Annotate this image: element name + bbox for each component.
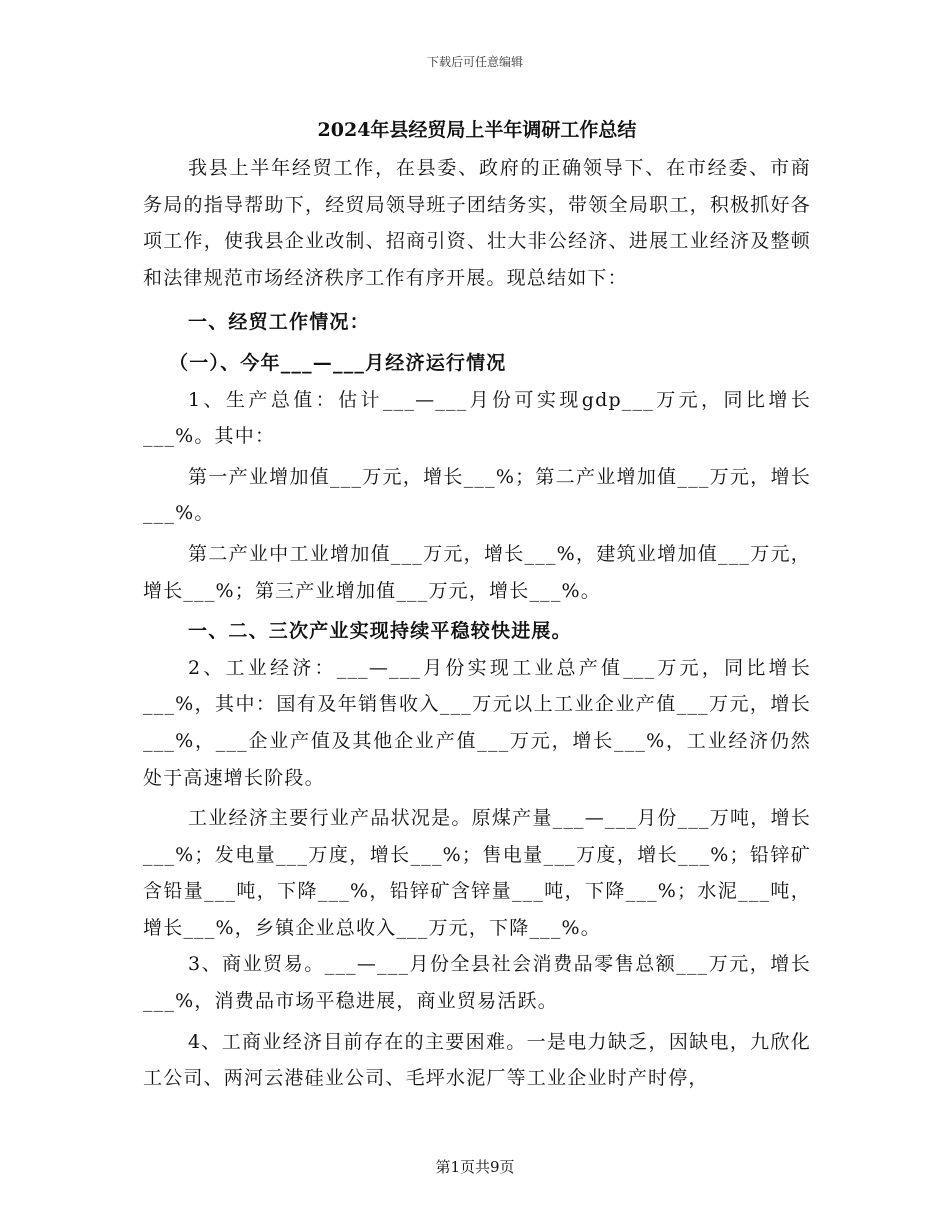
heading-section-1: 一、经贸工作情况： bbox=[188, 311, 370, 334]
document-body bbox=[143, 112, 811, 1097]
paragraph-products: 工业经济主要行业产品状况是。原煤产量___—___月份___万吨，增长___%；发电量___万度，增长___%；售电量___万度，增长___%；铅锌矿含铅量___吨，下降___%，铅锌矿含锌量___吨，下降___%；水泥___吨，增长___%，乡镇企业总收入___万元，下降___%。 bbox=[143, 807, 811, 939]
paragraph-intro: 我县上半年经贸工作，在县委、政府的正确领导下、在市经委、市商务局的指导帮助下，经贸局领导班子团结务实，带领全局职工，积极抓好各项工作，使我县企业改制、招商引资、壮大非公经济、进展工业经济及整顿和法律规范市场经济秩序工作有序开展。现总结如下： bbox=[143, 157, 811, 289]
heading-industry-progress: 一、二、三次产业实现持续平稳较快进展。 bbox=[188, 620, 572, 643]
paragraph-industrial-economy: 2、工业经济：___—___月份实现工业总产值___万元，同比增长___%，其中：国有及年销售收入___万元以上工业企业产值___万元，增长___%，___企业产值及其他企业产值___万元，增长___%，工业经济仍然处于高速增长阶段。 bbox=[143, 656, 811, 789]
page-header-note: 下载后可任意编辑 bbox=[426, 55, 523, 69]
page-number-footer: 第1页共9页 bbox=[435, 1158, 515, 1176]
paragraph-industry-values: 第一产业增加值___万元，增长___%；第二产业增加值___万元，增长___%。 bbox=[143, 465, 811, 525]
heading-subsection-1: （一）、今年___—___月经济运行情况 bbox=[169, 351, 507, 374]
paragraph-commerce: 3、商业贸易。___—___月份全县社会消费品零售总额___万元，增长___%，消费品市场平稳进展，商业贸易活跃。 bbox=[143, 953, 811, 1013]
paragraph-gdp: 1、生产总值：估计___—___月份可实现gdp___万元，同比增长___%。其中： bbox=[143, 388, 811, 448]
document-title: 2024年县经贸局上半年调研工作总结 bbox=[317, 119, 637, 141]
paragraph-difficulties: 4、工商业经济目前存在的主要困难。一是电力缺乏，因缺电，九欣化工公司、两河云港硅业公司、毛坪水泥厂等工业企业时产时停， bbox=[143, 1030, 811, 1090]
paragraph-secondary-industry: 第二产业中工业增加值___万元，增长___%，建筑业增加值___万元，增长___%；第三产业增加值___万元，增长___%。 bbox=[143, 542, 811, 602]
